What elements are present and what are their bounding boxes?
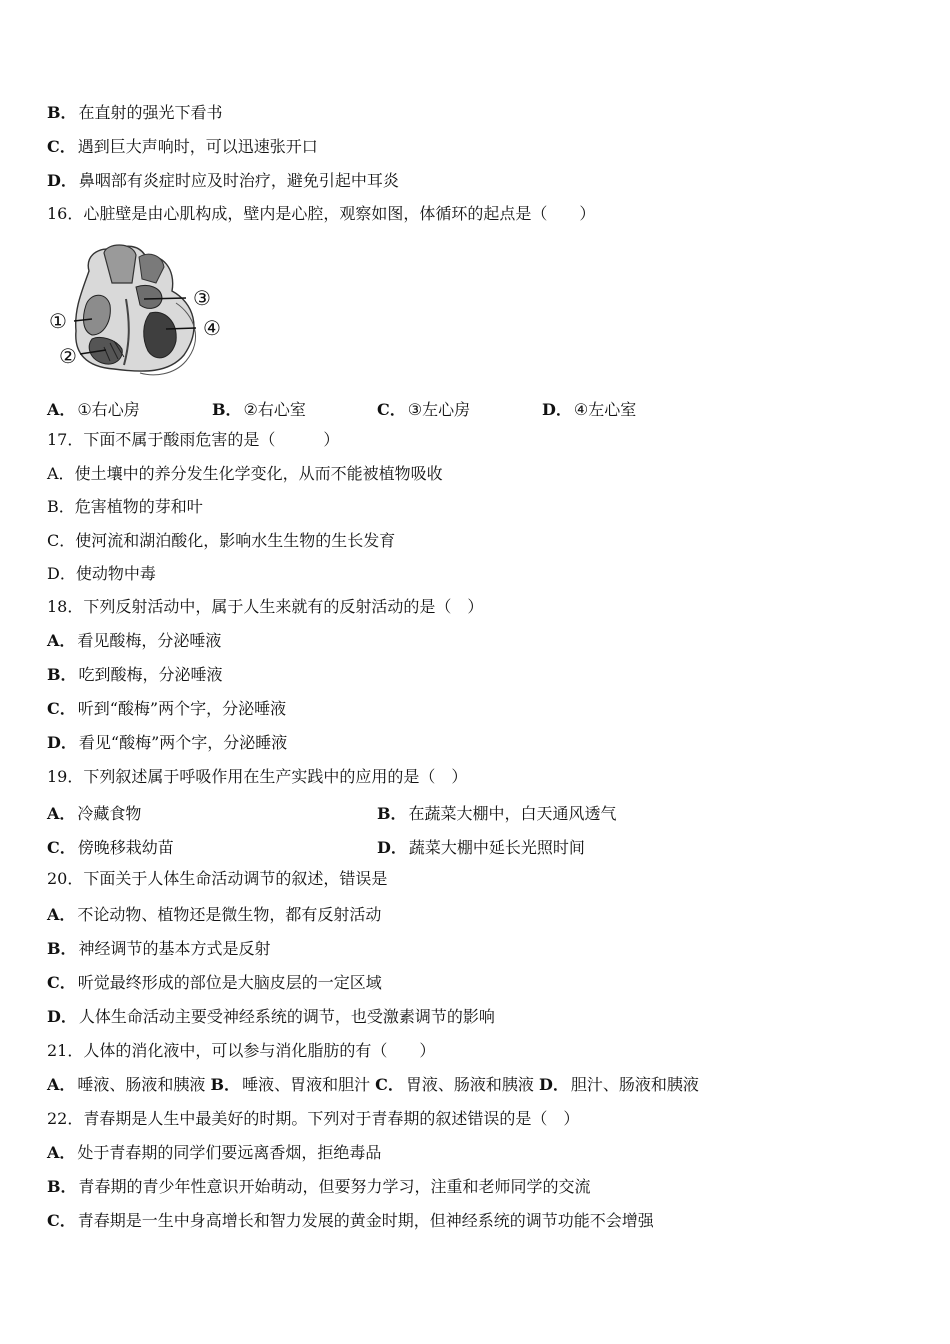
q21-option-c: C． 胃液、肠液和胰液 [375, 1075, 534, 1094]
heart-label-2 [59, 344, 77, 368]
q21-option-b: B． 唾液、胃液和胆汁 [210, 1075, 371, 1094]
q21-option-a: A． 唾液、肠液和胰液 [47, 1075, 206, 1094]
q22-option-a: A． 处于青春期的同学们要远离香烟，拒绝毒品 [47, 1143, 382, 1162]
q19-options-row1 [47, 801, 907, 821]
q15-option-b: B． 在直射的强光下看书 [47, 103, 223, 122]
q19-option-d: D． 蔬菜大棚中延长光照时间 [377, 838, 585, 857]
q22-option-c: C． 青春期是一生中身高增长和智力发展的黄金时期，但神经系统的调节功能不会增强 [47, 1211, 654, 1230]
svg-text:①: ① [49, 309, 67, 333]
q18-option-a: A． 看见酸梅，分泌唾液 [47, 631, 222, 650]
q20-option-d: D． 人体生命活动主要受神经系统的调节，也受激素调节的影响 [47, 1007, 495, 1026]
heart-label-4 [203, 316, 221, 340]
q21-options [47, 1075, 699, 1095]
q19-stem: 19．下列叙述属于呼吸作用在生产实践中的应用的是（ ） [47, 767, 468, 786]
q20-option-c: C． 听觉最终形成的部位是大脑皮层的一定区域 [47, 973, 382, 992]
q22-option-b: B． 青春期的青少年性意识开始萌动，但要努力学习，注重和老师同学的交流 [47, 1177, 591, 1196]
q17-option-d: D．使动物中毒 [47, 564, 156, 583]
q17-option-a: A．使土壤中的养分发生化学变化，从而不能被植物吸收 [47, 464, 443, 483]
q16-options [47, 397, 907, 417]
q16-option-c: C． ③左心房 [377, 400, 471, 419]
svg-text:③: ③ [193, 286, 211, 310]
q16-option-d: D． ④左心室 [542, 400, 637, 419]
q22-stem: 22．青春期是人生中最美好的时期。下列对于青春期的叙述错误的是（ ） [47, 1109, 580, 1128]
q18-option-c: C． 听到“酸梅”两个字，分泌唾液 [47, 699, 287, 718]
q19-option-b: B． 在蔬菜大棚中，白天通风透气 [377, 804, 617, 823]
q17-stem: 17．下面不属于酸雨危害的是（ ） [47, 430, 340, 449]
q15-option-c: C． 遇到巨大声响时，可以迅速张开口 [47, 137, 318, 156]
q19-options-row2 [47, 835, 907, 855]
q21-stem: 21．人体的消化液中，可以参与消化脂肪的有（ ） [47, 1041, 436, 1060]
svg-text:②: ② [59, 344, 77, 368]
q19-option-c: C． 傍晚移栽幼苗 [47, 838, 174, 857]
q16-stem: 16．心脏壁是由心肌构成，壁内是心腔，观察如图，体循环的起点是（ ） [47, 204, 596, 223]
heart-diagram [44, 243, 226, 380]
svg-text:④: ④ [203, 316, 221, 340]
q17-option-c: C．使河流和湖泊酸化，影响水生生物的生长发育 [47, 531, 396, 550]
q15-option-d: D． 鼻咽部有炎症时应及时治疗，避免引起中耳炎 [47, 171, 399, 190]
q16-option-a: A． ①右心房 [47, 400, 140, 419]
heart-label-3 [193, 286, 211, 310]
q20-option-a: A． 不论动物、植物还是微生物，都有反射活动 [47, 905, 382, 924]
q19-option-a: A． 冷藏食物 [47, 804, 142, 823]
q18-option-b: B． 吃到酸梅，分泌唾液 [47, 665, 223, 684]
q20-option-b: B． 神经调节的基本方式是反射 [47, 939, 271, 958]
q17-option-b: B．危害植物的芽和叶 [47, 497, 203, 516]
heart-label-1 [49, 309, 67, 333]
q21-option-d: D． 胆汁、肠液和胰液 [539, 1075, 699, 1094]
q18-stem: 18．下列反射活动中，属于人生来就有的反射活动的是（ ） [47, 597, 484, 616]
q20-stem: 20．下面关于人体生命活动调节的叙述，错误是 [47, 869, 388, 888]
q18-option-d: D． 看见“酸梅”两个字，分泌睡液 [47, 733, 288, 752]
q16-option-b: B． ②右心室 [212, 400, 306, 419]
